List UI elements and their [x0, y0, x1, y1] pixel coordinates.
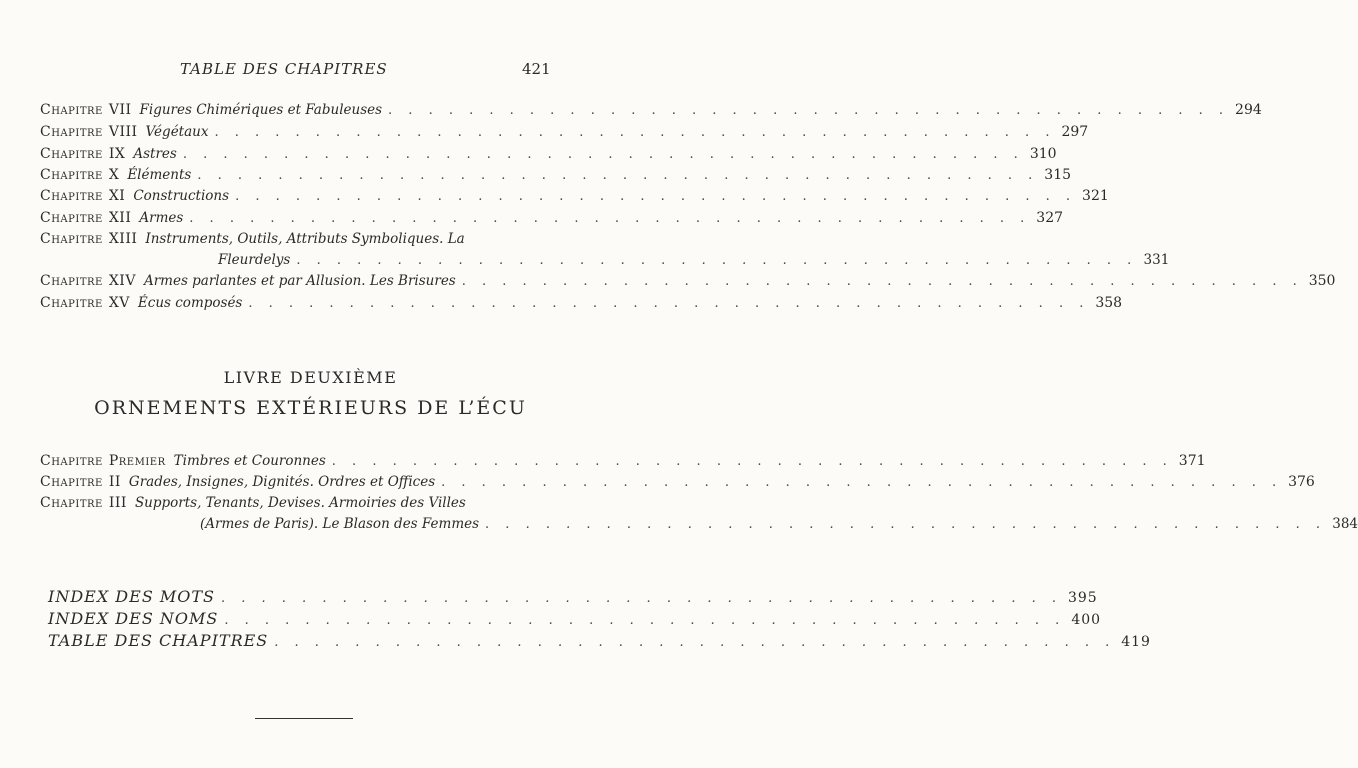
chapter-number: XII [108, 210, 132, 226]
chapter-title: Écus composés [137, 295, 243, 311]
chapter-label: Chapitre [40, 231, 103, 247]
toc-entry-continuation [200, 516, 1358, 536]
chapter-title: Armes [139, 210, 184, 226]
dot-leader: . . . . . . . . . . . . . . . . . . . . . . . . . . . . . . . . . . . . . . . . . . [224, 613, 1066, 628]
chapter-title-continued: (Armes de Paris). Le Blason des Femmes [200, 516, 480, 532]
chapter-page: 358 [1095, 295, 1123, 311]
toc-entry [40, 273, 1336, 293]
chapter-number: XV [108, 295, 130, 311]
chapter-page: 384 [1332, 516, 1358, 532]
end-rule [255, 718, 353, 719]
toc-entry [40, 231, 555, 251]
chapter-label: Chapitre [40, 146, 103, 162]
chapter-title: Éléments [127, 167, 192, 183]
dot-leader: . . . . . . . . . . . . . . . . . . . . . . . . . . . . . . . . . . . . . . . . . . [388, 103, 1230, 118]
toc-entry [40, 124, 1089, 144]
toc-entry [40, 102, 1262, 122]
dot-leader: . . . . . . . . . . . . . . . . . . . . . . . . . . . . . . . . . . . . . . . . . . [331, 454, 1173, 469]
chapter-page: 331 [1143, 252, 1170, 268]
dot-leader: . . . . . . . . . . . . . . . . . . . . . . . . . . . . . . . . . . . . . . . . . . [235, 189, 1077, 204]
chapter-number: II [108, 474, 121, 490]
chapter-number: VII [108, 102, 132, 118]
section-title: ORNEMENTS EXTÉRIEURS DE L’ÉCU [94, 397, 527, 419]
toc-entry [40, 495, 555, 515]
index-page: 419 [1121, 634, 1151, 650]
chapter-title: Supports, Tenants, Devises. Armoiries des Villes [134, 495, 466, 511]
chapter-number: IX [108, 146, 126, 162]
dot-leader: . . . . . . . . . . . . . . . . . . . . . . . . . . . . . . . . . . . . . . . . . . [214, 125, 1056, 140]
chapter-page: 294 [1235, 102, 1262, 118]
dot-leader: . . . . . . . . . . . . . . . . . . . . . . . . . . . . . . . . . . . . . . . . . . [485, 517, 1327, 532]
index-page: 395 [1067, 590, 1098, 606]
chapter-number: XIV [108, 273, 136, 289]
dot-leader: . . . . . . . . . . . . . . . . . . . . . . . . . . . . . . . . . . . . . . . . . . [461, 274, 1303, 289]
toc-entry [40, 210, 1064, 230]
chapter-page: 310 [1029, 146, 1057, 162]
chapter-title-continued: Fleurdelys [218, 252, 291, 268]
dot-leader: . . . . . . . . . . . . . . . . . . . . . . . . . . . . . . . . . . . . . . . . . . [274, 635, 1116, 650]
running-title: TABLE DES CHAPITRES [180, 60, 388, 78]
index-page: 400 [1071, 612, 1102, 628]
index-entry [48, 609, 1102, 631]
toc-entry [40, 188, 1109, 208]
chapter-page: 350 [1308, 273, 1336, 289]
chapter-page: 321 [1082, 188, 1109, 204]
chapter-page: 297 [1061, 124, 1089, 140]
toc-entry [40, 474, 1315, 494]
chapter-label: Chapitre [40, 167, 103, 183]
index-title: TABLE DES CHAPITRES [48, 631, 269, 650]
chapter-number: X [108, 167, 120, 183]
chapter-number: III [108, 495, 127, 511]
chapter-number: VIII [108, 124, 138, 140]
chapter-number: Premier [108, 453, 166, 469]
dot-leader: . . . . . . . . . . . . . . . . . . . . . . . . . . . . . . . . . . . . . . . . . . [189, 211, 1031, 226]
book-heading: LIVRE DEUXIÈME [223, 368, 398, 387]
chapter-title: Armes parlantes et par Allusion. Les Brisures [143, 273, 456, 289]
chapter-number: XI [108, 188, 126, 204]
index-title: INDEX DES MOTS [48, 587, 215, 606]
chapter-title: Instruments, Outils, Attributs Symboliques. La [145, 231, 465, 247]
chapter-label: Chapitre [40, 495, 103, 511]
chapter-label: Chapitre [40, 453, 103, 469]
dot-leader: . . . . . . . . . . . . . . . . . . . . . . . . . . . . . . . . . . . . . . . . . . [182, 147, 1024, 162]
chapter-number: XIII [108, 231, 138, 247]
chapter-label: Chapitre [40, 273, 103, 289]
dot-leader: . . . . . . . . . . . . . . . . . . . . . . . . . . . . . . . . . . . . . . . . . . [248, 296, 1090, 311]
dot-leader: . . . . . . . . . . . . . . . . . . . . . . . . . . . . . . . . . . . . . . . . . . [296, 253, 1138, 268]
chapter-title: Timbres et Couronnes [173, 453, 326, 469]
toc-entry [40, 167, 1072, 187]
chapter-label: Chapitre [40, 102, 103, 118]
toc-entry [40, 453, 1206, 473]
chapter-page: 315 [1044, 167, 1072, 183]
page-number: 421 [522, 60, 551, 78]
chapter-label: Chapitre [40, 210, 103, 226]
index-entry [48, 587, 1098, 609]
chapter-title: Figures Chimériques et Fabuleuses [139, 102, 383, 118]
dot-leader: . . . . . . . . . . . . . . . . . . . . . . . . . . . . . . . . . . . . . . . . . . [441, 475, 1283, 490]
index-title: INDEX DES NOMS [48, 609, 219, 628]
toc-entry [40, 146, 1057, 166]
chapter-page: 371 [1178, 453, 1206, 469]
chapter-label: Chapitre [40, 188, 103, 204]
chapter-page: 376 [1288, 474, 1315, 490]
chapter-label: Chapitre [40, 295, 103, 311]
dot-leader: . . . . . . . . . . . . . . . . . . . . . . . . . . . . . . . . . . . . . . . . . . [221, 591, 1062, 606]
chapter-page: 327 [1036, 210, 1064, 226]
chapter-title: Astres [133, 146, 177, 162]
toc-entry [40, 295, 1123, 315]
index-entry [48, 631, 1151, 653]
chapter-title: Constructions [133, 188, 230, 204]
chapter-title: Grades, Insignes, Dignités. Ordres et Offices [128, 474, 436, 490]
toc-entry-continuation [218, 252, 1170, 272]
chapter-title: Végétaux [145, 124, 209, 140]
dot-leader: . . . . . . . . . . . . . . . . . . . . . . . . . . . . . . . . . . . . . . . . . . [197, 168, 1039, 183]
chapter-label: Chapitre [40, 474, 103, 490]
chapter-label: Chapitre [40, 124, 103, 140]
